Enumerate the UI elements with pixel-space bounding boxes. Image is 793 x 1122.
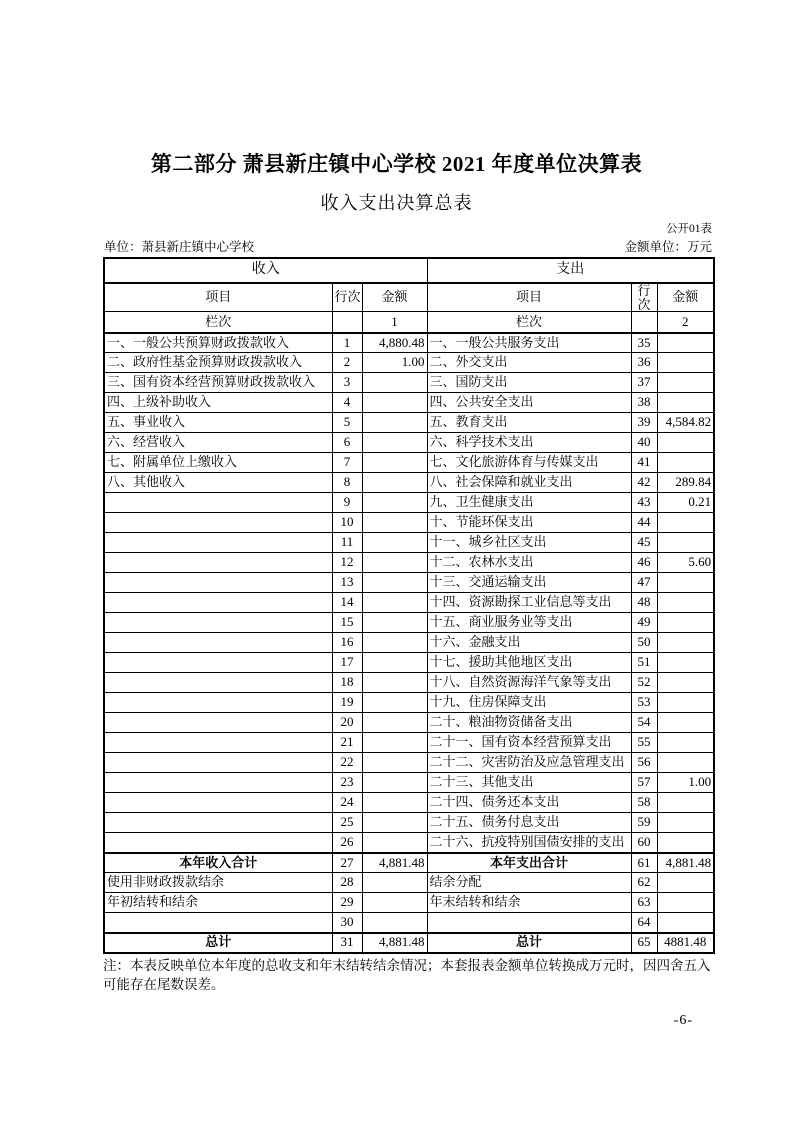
expenditure-item-cell: 十六、金融支出 bbox=[427, 633, 631, 653]
income-amount-cell bbox=[362, 793, 427, 813]
expenditure-amount-cell bbox=[657, 393, 714, 413]
expenditure-line-cell: 45 bbox=[631, 533, 657, 553]
expenditure-amount-cell bbox=[657, 833, 714, 853]
expenditure-item-cell: 七、文化旅游体育与传媒支出 bbox=[427, 453, 631, 473]
table-row bbox=[104, 813, 714, 833]
income-amount-cell bbox=[362, 813, 427, 833]
income-amount-cell bbox=[362, 533, 427, 553]
section-header-row bbox=[104, 258, 714, 283]
income-line-cell: 30 bbox=[332, 913, 362, 933]
income-line-cell: 10 bbox=[332, 513, 362, 533]
expenditure-item-cell: 本年支出合计 bbox=[427, 853, 631, 873]
income-line-cell: 4 bbox=[332, 393, 362, 413]
income-index-label: 栏次 bbox=[104, 312, 332, 333]
expenditure-amount-cell bbox=[657, 353, 714, 373]
expenditure-item-cell: 十、节能环保支出 bbox=[427, 513, 631, 533]
income-amount-cell: 4,881.48 bbox=[362, 853, 427, 873]
income-item-cell: 一、一般公共预算财政拨款收入 bbox=[104, 333, 332, 353]
income-item-cell bbox=[104, 493, 332, 513]
table-row bbox=[104, 733, 714, 753]
expenditure-line-cell: 35 bbox=[631, 333, 657, 353]
income-item-cell bbox=[104, 573, 332, 593]
income-line-cell: 15 bbox=[332, 613, 362, 633]
expenditure-item-cell: 二十四、债务还本支出 bbox=[427, 793, 631, 813]
expenditure-amount-cell bbox=[657, 753, 714, 773]
income-line-cell: 13 bbox=[332, 573, 362, 593]
income-item-cell: 八、其他收入 bbox=[104, 473, 332, 493]
income-item-cell bbox=[104, 613, 332, 633]
page-number: -6- bbox=[673, 1012, 693, 1028]
income-line-cell: 2 bbox=[332, 353, 362, 373]
income-item-cell: 五、事业收入 bbox=[104, 413, 332, 433]
table-row bbox=[104, 773, 714, 793]
expenditure-line-cell: 56 bbox=[631, 753, 657, 773]
income-line-cell: 17 bbox=[332, 653, 362, 673]
income-line-cell: 14 bbox=[332, 593, 362, 613]
expenditure-line-cell: 50 bbox=[631, 633, 657, 653]
income-line-cell: 18 bbox=[332, 673, 362, 693]
expenditure-amount-cell: 0.21 bbox=[657, 493, 714, 513]
income-amount-cell bbox=[362, 553, 427, 573]
table-row bbox=[104, 513, 714, 533]
income-item-cell bbox=[104, 513, 332, 533]
table-row bbox=[104, 693, 714, 713]
income-amount-cell bbox=[362, 373, 427, 393]
expenditure-index-label: 栏次 bbox=[427, 312, 631, 333]
expenditure-item-cell: 四、公共安全支出 bbox=[427, 393, 631, 413]
expenditure-line-cell: 46 bbox=[631, 553, 657, 573]
table-row bbox=[104, 333, 714, 353]
table-row bbox=[104, 933, 714, 953]
expenditure-item-cell: 十五、商业服务业等支出 bbox=[427, 613, 631, 633]
income-item-cell bbox=[104, 673, 332, 693]
expenditure-item-cell: 结余分配 bbox=[427, 873, 631, 893]
expenditure-item-cell: 一、一般公共服务支出 bbox=[427, 333, 631, 353]
expenditure-amount-header: 金额 bbox=[657, 283, 714, 312]
income-line-cell: 25 bbox=[332, 813, 362, 833]
table-row bbox=[104, 393, 714, 413]
expenditure-amount-cell bbox=[657, 733, 714, 753]
income-amount-cell bbox=[362, 893, 427, 913]
expenditure-line-cell: 47 bbox=[631, 573, 657, 593]
expenditure-index-empty bbox=[631, 312, 657, 333]
income-item-cell: 本年收入合计 bbox=[104, 853, 332, 873]
income-amount-cell bbox=[362, 613, 427, 633]
expenditure-amount-cell bbox=[657, 613, 714, 633]
income-line-cell: 8 bbox=[332, 473, 362, 493]
expenditure-line-cell: 58 bbox=[631, 793, 657, 813]
table-row bbox=[104, 373, 714, 393]
expenditure-amount-cell bbox=[657, 573, 714, 593]
expenditure-line-cell: 51 bbox=[631, 653, 657, 673]
income-line-cell: 24 bbox=[332, 793, 362, 813]
income-amount-cell bbox=[362, 753, 427, 773]
income-amount-cell bbox=[362, 413, 427, 433]
footnote: 注：本表反映单位本年度的总收支和年末结转结余情况；本套报表金额单位转换成万元时，因四舍五入可能存在尾数误差。 bbox=[103, 957, 711, 992]
expenditure-line-header: 行次 bbox=[631, 283, 657, 312]
income-line-cell: 28 bbox=[332, 873, 362, 893]
table-row bbox=[104, 413, 714, 433]
income-amount-cell bbox=[362, 713, 427, 733]
income-amount-cell: 4,880.48 bbox=[362, 333, 427, 353]
income-amount-cell bbox=[362, 733, 427, 753]
income-line-cell: 1 bbox=[332, 333, 362, 353]
income-line-cell: 22 bbox=[332, 753, 362, 773]
income-line-cell: 11 bbox=[332, 533, 362, 553]
table-row bbox=[104, 653, 714, 673]
expenditure-line-cell: 63 bbox=[631, 893, 657, 913]
income-item-cell bbox=[104, 533, 332, 553]
income-amount-cell bbox=[362, 573, 427, 593]
table-row bbox=[104, 913, 714, 933]
expenditure-item-cell: 二、外交支出 bbox=[427, 353, 631, 373]
income-amount-cell bbox=[362, 393, 427, 413]
table-row bbox=[104, 873, 714, 893]
expenditure-item-cell: 二十二、灾害防治及应急管理支出 bbox=[427, 753, 631, 773]
income-amount-cell bbox=[362, 873, 427, 893]
expenditure-amount-cell bbox=[657, 433, 714, 453]
expenditure-amount-cell bbox=[657, 873, 714, 893]
page-subtitle: 收入支出决算总表 bbox=[320, 193, 473, 213]
expenditure-line-cell: 53 bbox=[631, 693, 657, 713]
table-row bbox=[104, 553, 714, 573]
expenditure-amount-cell bbox=[657, 533, 714, 553]
expenditure-line-cell: 54 bbox=[631, 713, 657, 733]
income-item-cell bbox=[104, 793, 332, 813]
table-row bbox=[104, 853, 714, 873]
income-amount-cell: 1.00 bbox=[362, 353, 427, 373]
income-line-cell: 12 bbox=[332, 553, 362, 573]
expenditure-line-cell: 61 bbox=[631, 853, 657, 873]
table-row bbox=[104, 453, 714, 473]
expenditure-line-cell: 57 bbox=[631, 773, 657, 793]
expenditure-item-cell: 八、社会保障和就业支出 bbox=[427, 473, 631, 493]
income-line-header: 行次 bbox=[332, 283, 362, 312]
income-line-cell: 20 bbox=[332, 713, 362, 733]
income-item-cell: 三、国有资本经营预算财政拨款收入 bbox=[104, 373, 332, 393]
income-item-cell: 年初结转和结余 bbox=[104, 893, 332, 913]
expenditure-amount-cell bbox=[657, 893, 714, 913]
expenditure-amount-cell: 1.00 bbox=[657, 773, 714, 793]
expenditure-amount-cell bbox=[657, 513, 714, 533]
expenditure-line-cell: 41 bbox=[631, 453, 657, 473]
table-row bbox=[104, 473, 714, 493]
income-item-cell bbox=[104, 833, 332, 853]
table-row bbox=[104, 633, 714, 653]
income-item-cell bbox=[104, 653, 332, 673]
page-title: 第二部分 萧县新庄镇中心学校 2021 年度单位决算表 bbox=[150, 152, 643, 176]
table-row bbox=[104, 533, 714, 553]
income-amount-cell bbox=[362, 493, 427, 513]
expenditure-item-cell: 二十三、其他支出 bbox=[427, 773, 631, 793]
table-row bbox=[104, 593, 714, 613]
column-header-row bbox=[104, 283, 714, 312]
income-amount-header: 金额 bbox=[362, 283, 427, 312]
expenditure-line-cell: 43 bbox=[631, 493, 657, 513]
amount-unit-label: 金额单位：万元 bbox=[624, 240, 712, 254]
income-item-cell bbox=[104, 593, 332, 613]
expenditure-item-cell: 十一、城乡社区支出 bbox=[427, 533, 631, 553]
income-item-cell bbox=[104, 733, 332, 753]
column-index-row bbox=[104, 312, 714, 333]
expenditure-amount-cell bbox=[657, 633, 714, 653]
expenditure-line-cell: 36 bbox=[631, 353, 657, 373]
expenditure-amount-cell bbox=[657, 453, 714, 473]
table-row bbox=[104, 893, 714, 913]
expenditure-amount-cell bbox=[657, 713, 714, 733]
expenditure-amount-cell: 4881.48 bbox=[657, 933, 714, 953]
expenditure-line-cell: 62 bbox=[631, 873, 657, 893]
income-item-cell: 六、经营收入 bbox=[104, 433, 332, 453]
form-code: 公开01表 bbox=[666, 223, 712, 235]
meta-row bbox=[0, 237, 793, 257]
expenditure-item-cell: 年末结转和结余 bbox=[427, 893, 631, 913]
table-row bbox=[104, 713, 714, 733]
income-amount-cell bbox=[362, 653, 427, 673]
expenditure-index-number: 2 bbox=[657, 312, 714, 333]
income-item-cell bbox=[104, 773, 332, 793]
income-item-cell: 总计 bbox=[104, 933, 332, 953]
income-amount-cell bbox=[362, 693, 427, 713]
table-row bbox=[104, 613, 714, 633]
expenditure-line-cell: 38 bbox=[631, 393, 657, 413]
income-item-cell: 七、附属单位上缴收入 bbox=[104, 453, 332, 473]
expenditure-line-cell: 42 bbox=[631, 473, 657, 493]
expenditure-item-cell bbox=[427, 913, 631, 933]
expenditure-line-cell: 40 bbox=[631, 433, 657, 453]
income-item-cell: 四、上级补助收入 bbox=[104, 393, 332, 413]
expenditure-amount-cell bbox=[657, 333, 714, 353]
expenditure-amount-cell bbox=[657, 913, 714, 933]
expenditure-item-cell: 九、卫生健康支出 bbox=[427, 493, 631, 513]
expenditure-line-cell: 60 bbox=[631, 833, 657, 853]
table-row bbox=[104, 493, 714, 513]
income-line-cell: 23 bbox=[332, 773, 362, 793]
expenditure-section-header: 支出 bbox=[427, 258, 714, 283]
expenditure-item-cell: 二十、粮油物资储备支出 bbox=[427, 713, 631, 733]
income-index-empty bbox=[332, 312, 362, 333]
expenditure-amount-cell: 289.84 bbox=[657, 473, 714, 493]
expenditure-line-cell: 55 bbox=[631, 733, 657, 753]
expenditure-line-cell: 65 bbox=[631, 933, 657, 953]
income-line-cell: 16 bbox=[332, 633, 362, 653]
expenditure-amount-cell: 5.60 bbox=[657, 553, 714, 573]
income-amount-cell: 4,881.48 bbox=[362, 933, 427, 953]
expenditure-amount-cell bbox=[657, 653, 714, 673]
income-item-cell bbox=[104, 753, 332, 773]
income-amount-cell bbox=[362, 673, 427, 693]
income-line-cell: 29 bbox=[332, 893, 362, 913]
expenditure-amount-cell bbox=[657, 593, 714, 613]
expenditure-line-cell: 52 bbox=[631, 673, 657, 693]
expenditure-amount-cell: 4,881.48 bbox=[657, 853, 714, 873]
expenditure-item-cell: 二十五、债务付息支出 bbox=[427, 813, 631, 833]
expenditure-item-cell: 十九、住房保障支出 bbox=[427, 693, 631, 713]
table-row bbox=[104, 793, 714, 813]
income-line-cell: 5 bbox=[332, 413, 362, 433]
income-amount-cell bbox=[362, 473, 427, 493]
income-line-cell: 19 bbox=[332, 693, 362, 713]
expenditure-line-cell: 37 bbox=[631, 373, 657, 393]
expenditure-item-header: 项目 bbox=[427, 283, 631, 312]
summary-table bbox=[103, 257, 715, 954]
income-line-cell: 27 bbox=[332, 853, 362, 873]
income-section-header: 收入 bbox=[104, 258, 427, 283]
income-amount-cell bbox=[362, 593, 427, 613]
income-amount-cell bbox=[362, 633, 427, 653]
table-row bbox=[104, 353, 714, 373]
income-item-cell: 二、政府性基金预算财政拨款收入 bbox=[104, 353, 332, 373]
income-amount-cell bbox=[362, 433, 427, 453]
income-item-cell bbox=[104, 713, 332, 733]
expenditure-item-cell: 十八、自然资源海洋气象等支出 bbox=[427, 673, 631, 693]
expenditure-amount-cell bbox=[657, 373, 714, 393]
expenditure-item-cell: 五、教育支出 bbox=[427, 413, 631, 433]
income-item-header: 项目 bbox=[104, 283, 332, 312]
expenditure-item-cell: 三、国防支出 bbox=[427, 373, 631, 393]
unit-label: 单位：萧县新庄镇中心学校 bbox=[104, 240, 255, 254]
income-line-cell: 3 bbox=[332, 373, 362, 393]
income-line-cell: 21 bbox=[332, 733, 362, 753]
income-item-cell: 使用非财政拨款结余 bbox=[104, 873, 332, 893]
expenditure-amount-cell: 4,584.82 bbox=[657, 413, 714, 433]
table-row bbox=[104, 573, 714, 593]
expenditure-line-cell: 48 bbox=[631, 593, 657, 613]
income-amount-cell bbox=[362, 453, 427, 473]
table-body bbox=[104, 258, 714, 953]
expenditure-item-cell: 十四、资源勘探工业信息等支出 bbox=[427, 593, 631, 613]
income-amount-cell bbox=[362, 773, 427, 793]
expenditure-line-cell: 49 bbox=[631, 613, 657, 633]
income-amount-cell bbox=[362, 833, 427, 853]
income-line-cell: 26 bbox=[332, 833, 362, 853]
expenditure-item-cell: 总计 bbox=[427, 933, 631, 953]
expenditure-amount-cell bbox=[657, 693, 714, 713]
table-row bbox=[104, 753, 714, 773]
expenditure-item-cell: 二十一、国有资本经营预算支出 bbox=[427, 733, 631, 753]
income-line-cell: 31 bbox=[332, 933, 362, 953]
income-line-cell: 9 bbox=[332, 493, 362, 513]
expenditure-amount-cell bbox=[657, 813, 714, 833]
expenditure-amount-cell bbox=[657, 673, 714, 693]
expenditure-item-cell: 六、科学技术支出 bbox=[427, 433, 631, 453]
income-item-cell bbox=[104, 693, 332, 713]
income-amount-cell bbox=[362, 913, 427, 933]
income-amount-cell bbox=[362, 513, 427, 533]
expenditure-item-cell: 十七、援助其他地区支出 bbox=[427, 653, 631, 673]
income-line-cell: 6 bbox=[332, 433, 362, 453]
expenditure-line-cell: 44 bbox=[631, 513, 657, 533]
income-index-number: 1 bbox=[362, 312, 427, 333]
table-row bbox=[104, 833, 714, 853]
expenditure-item-cell: 十三、交通运输支出 bbox=[427, 573, 631, 593]
income-item-cell bbox=[104, 633, 332, 653]
table-row bbox=[104, 673, 714, 693]
income-item-cell bbox=[104, 913, 332, 933]
expenditure-item-cell: 十二、农林水支出 bbox=[427, 553, 631, 573]
income-item-cell bbox=[104, 813, 332, 833]
income-line-cell: 7 bbox=[332, 453, 362, 473]
income-item-cell bbox=[104, 553, 332, 573]
expenditure-line-cell: 64 bbox=[631, 913, 657, 933]
expenditure-line-cell: 59 bbox=[631, 813, 657, 833]
expenditure-line-cell: 39 bbox=[631, 413, 657, 433]
table-row bbox=[104, 433, 714, 453]
expenditure-item-cell: 二十六、抗疫特别国债安排的支出 bbox=[427, 833, 631, 853]
expenditure-amount-cell bbox=[657, 793, 714, 813]
